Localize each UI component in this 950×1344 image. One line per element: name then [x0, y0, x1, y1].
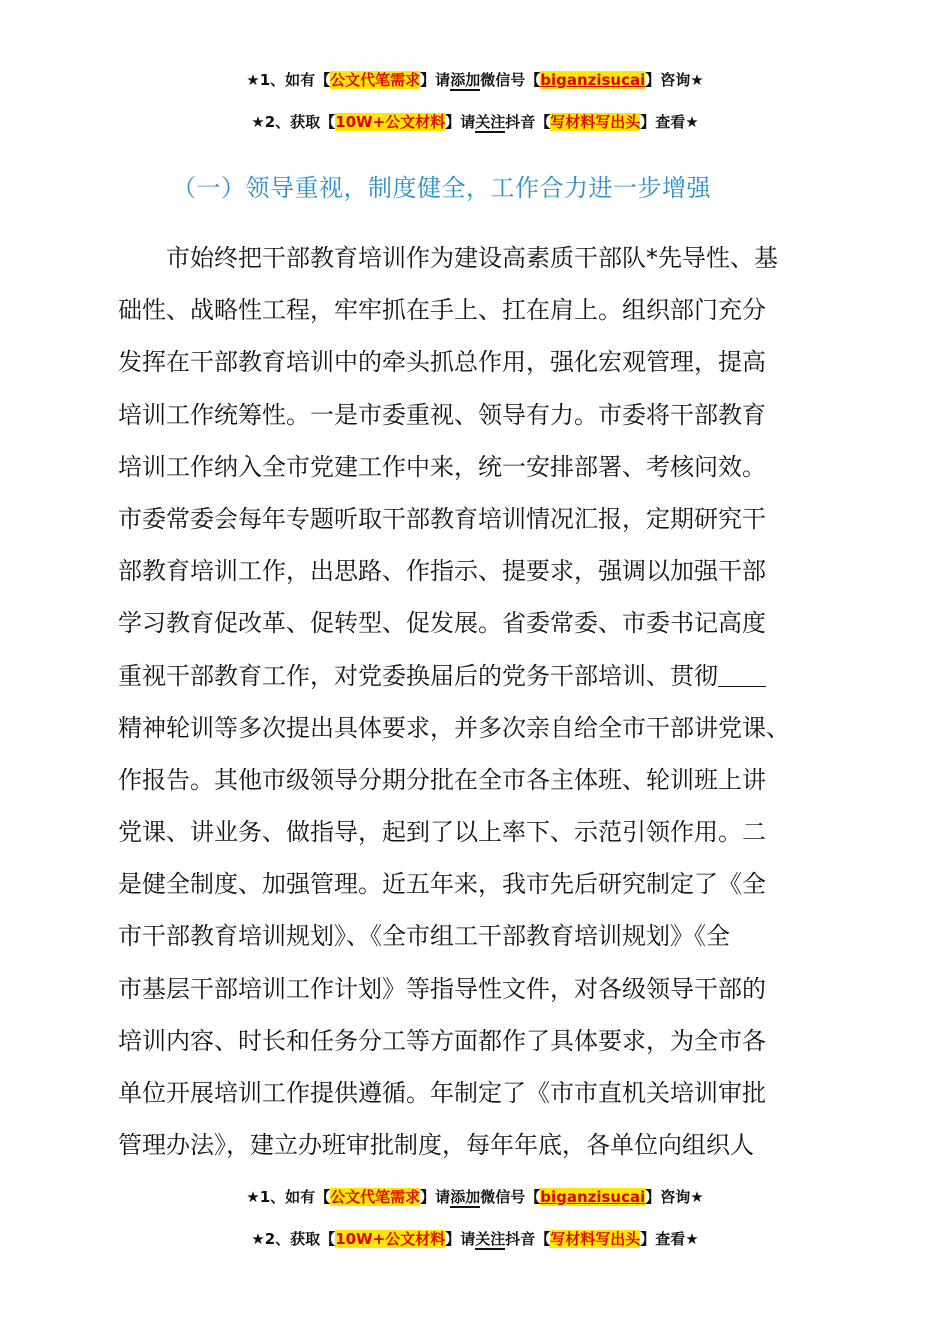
text-line: 是健全制度、加强管理。近五年来，我市先后研究制定了《全 — [118, 870, 766, 899]
promo-line-2 — [0, 111, 950, 133]
text-line: 党课、讲业务、做指导，起到了以上率下、示范引领作用。二 — [118, 818, 766, 847]
promo-text: 微信号【 — [480, 71, 541, 89]
promo-line-1 — [0, 69, 950, 91]
promo-text: ★1、如有【 — [246, 71, 331, 89]
text-line: 市基层干部培训工作计划》等指导性文件，对各级领导干部的 — [118, 974, 766, 1003]
promo-highlight: 10W+公文材料 — [335, 1230, 446, 1248]
text-line: 部教育培训工作，出思路、作指示、提要求，强调以加强干部 — [118, 557, 766, 586]
promo-text: 】请 — [420, 71, 451, 89]
text-line: 重视干部教育工作，对党委换届后的党务干部培训、贯彻＿＿ — [118, 661, 766, 690]
promo-underline: 添加 — [450, 1188, 481, 1206]
wechat-id-link[interactable]: biganzisucai — [540, 71, 646, 89]
douyin-id-highlight: 写材料写出头 — [550, 1230, 641, 1248]
text-line: 单位开展培训工作提供遵循。年制定了《市市直机关培训审批 — [118, 1079, 766, 1107]
wechat-id-link[interactable]: biganzisucai — [540, 1188, 646, 1206]
text-line: 作报告。其他市级领导分期分批在全市各主体班、轮训班上讲 — [118, 765, 766, 794]
promo-text: 】咨询★ — [645, 1188, 704, 1206]
promo-underline: 关注 — [475, 113, 506, 131]
promo-line-3 — [0, 1186, 950, 1208]
promo-text: 】请 — [420, 1188, 451, 1206]
promo-text: 抖音【 — [505, 1230, 551, 1248]
text-line: 培训内容、时长和任务分工等方面都作了具体要求，为全市各 — [118, 1026, 766, 1055]
promo-text: 】查看★ — [640, 1230, 699, 1248]
text-line: 市委常委会每年专题听取干部教育培训情况汇报，定期研究干 — [118, 504, 766, 533]
promo-highlight: 公文代笔需求 — [330, 1188, 421, 1206]
section-heading: （一）领导重视，制度健全，工作合力进一步增强 — [172, 174, 711, 202]
promo-text: 】咨询★ — [645, 71, 704, 89]
body-paragraph — [118, 232, 838, 1171]
promo-text: 微信号【 — [480, 1188, 541, 1206]
text-line: 精神轮训等多次提出具体要求，并多次亲自给全市干部讲党课、 — [118, 713, 790, 742]
promo-text: 】查看★ — [640, 113, 699, 131]
promo-text: ★1、如有【 — [246, 1188, 331, 1206]
text-line: 培训工作纳入全市党建工作中来，统一安排部署、考核问效。 — [118, 452, 766, 481]
promo-underline: 添加 — [450, 71, 481, 89]
douyin-id-highlight: 写材料写出头 — [550, 113, 641, 131]
text-line: 发挥在干部教育培训中的牵头抓总作用，强化宏观管理，提高 — [118, 348, 766, 377]
text-line: 培训工作统筹性。一是市委重视、领导有力。市委将干部教育 — [118, 400, 766, 429]
promo-underline: 关注 — [475, 1230, 506, 1248]
promo-highlight: 10W+公文材料 — [335, 113, 446, 131]
promo-line-4 — [0, 1228, 950, 1250]
text-line: 市干部教育培训规划》、《全市组工干部教育培训规划》《全 — [118, 922, 730, 951]
promo-text: ★2、获取【 — [251, 1230, 336, 1248]
promo-text: 抖音【 — [505, 113, 551, 131]
text-line: 学习教育促改革、促转型、促发展。省委常委、市委书记高度 — [118, 609, 766, 638]
promo-highlight: 公文代笔需求 — [330, 71, 421, 89]
text-line: 础性、战略性工程，牢牢抓在手上、扛在肩上。组织部门充分 — [118, 296, 766, 325]
promo-text: ★2、获取【 — [251, 113, 336, 131]
promo-text: 】请 — [445, 1230, 476, 1248]
text-line: 管理办法》，建立办班审批制度，每年年底，各单位向组织人 — [118, 1131, 754, 1160]
text-line: 市始终把干部教育培训作为建设高素质干部队*先导性、基 — [118, 244, 778, 272]
promo-text: 】请 — [445, 113, 476, 131]
